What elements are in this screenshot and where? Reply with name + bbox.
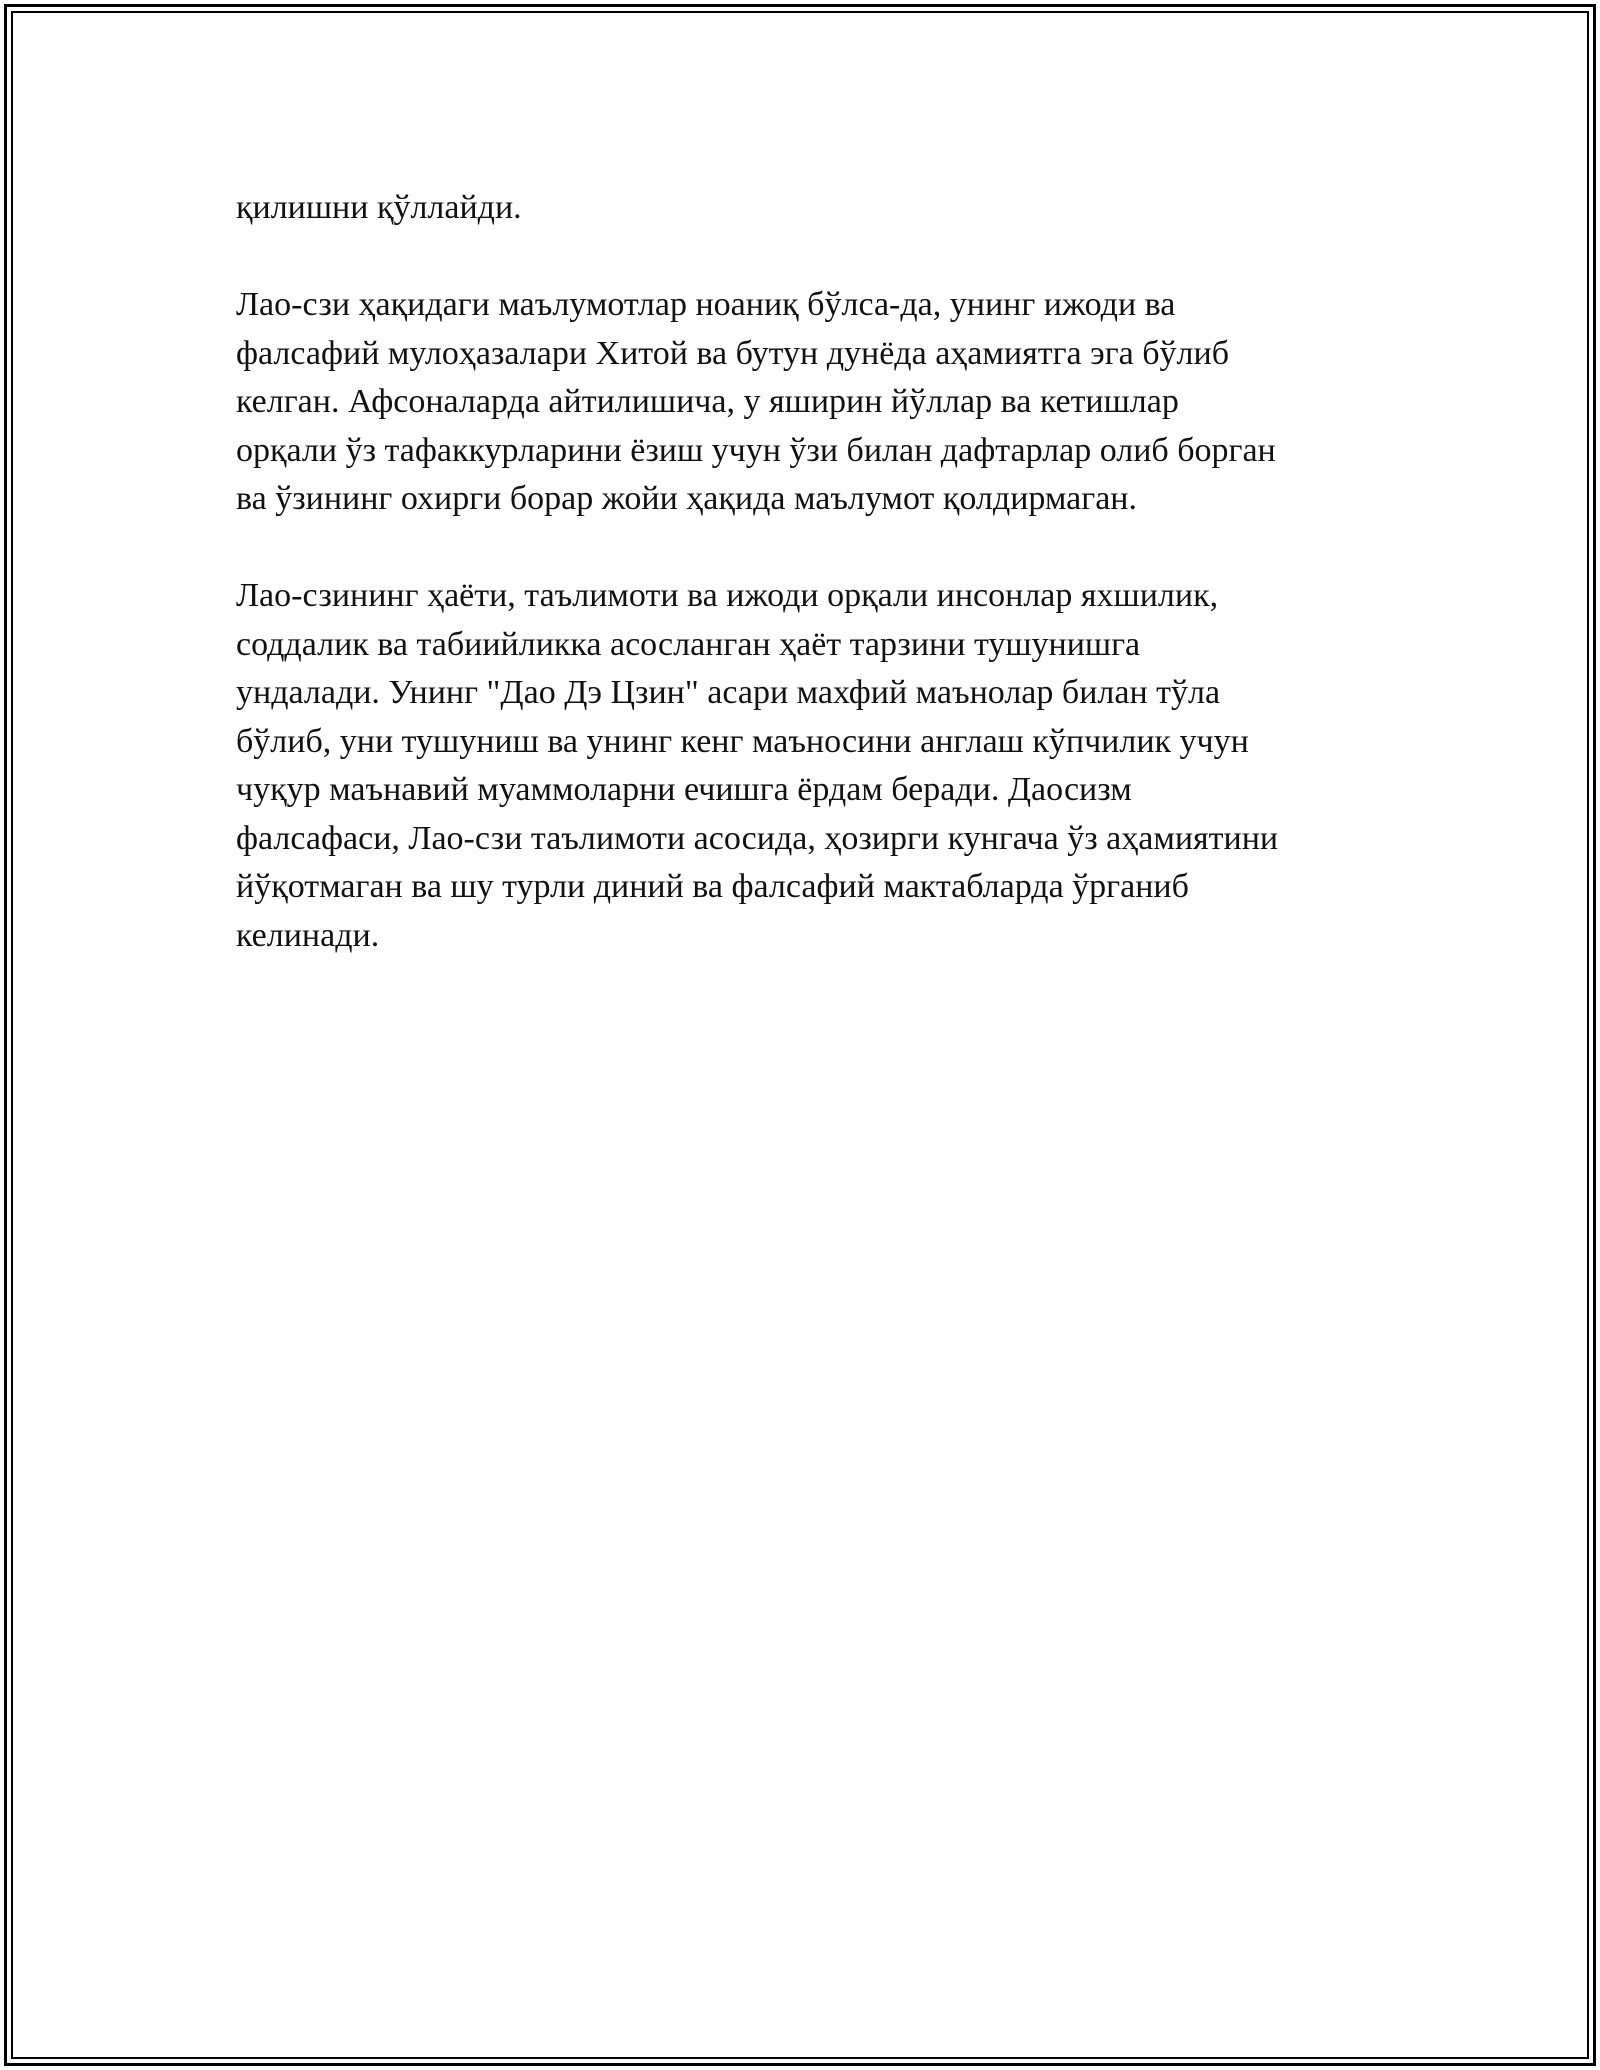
- text-line: чуқур маънавий муаммоларни ечишга ёрдам беради. Даосизм: [236, 771, 1132, 808]
- text-line: Лао-сзининг ҳаёти, таълимоти ва ижоди орқали инсонлар яхшилик,: [236, 577, 1219, 614]
- text-line: қилишни қўллайди.: [236, 189, 522, 226]
- text-line: Лао-сзи ҳақидаги маълумотлар ноаниқ бўлса-да, унинг ижоди ва: [236, 286, 1176, 323]
- text-line: келинади.: [236, 916, 380, 954]
- text-line: орқали ўз тафаккурларини ёзиш учун ўзи билан дафтарлар олиб борган: [236, 431, 1276, 469]
- paragraph-1: [236, 184, 1396, 233]
- paragraph-2: [236, 281, 1396, 524]
- document-body: [236, 184, 1396, 1009]
- text-line: ва ўзининг охирги борар жойи ҳақида маълумот қолдирмаган.: [236, 480, 1137, 517]
- text-line: фалсафий мулоҳазалари Хитой ва бутун дунёда аҳамиятга эга бўлиб: [236, 334, 1230, 372]
- text-line: соддалик ва табиийликка асосланган ҳаёт тарзини тушунишга: [236, 625, 1141, 663]
- paragraph-3: [236, 572, 1396, 960]
- text-line: йўқотмаган ва шу турли диний ва фалсафий мактабларда ўрганиб: [236, 868, 1189, 905]
- text-line: ундалади. Унинг "Дао Дэ Цзин" асари махфий маънолар билан тўла: [236, 674, 1221, 711]
- text-line: келган. Афсоналарда айтилишича, у яширин йўллар ва кетишлар: [236, 383, 1179, 420]
- text-line: фалсафаси, Лао-сзи таълимоти асосида, ҳозирги кунгача ўз аҳамиятини: [236, 819, 1279, 857]
- text-line: бўлиб, уни тушуниш ва унинг кенг маъносини англаш кўпчилик учун: [236, 722, 1249, 760]
